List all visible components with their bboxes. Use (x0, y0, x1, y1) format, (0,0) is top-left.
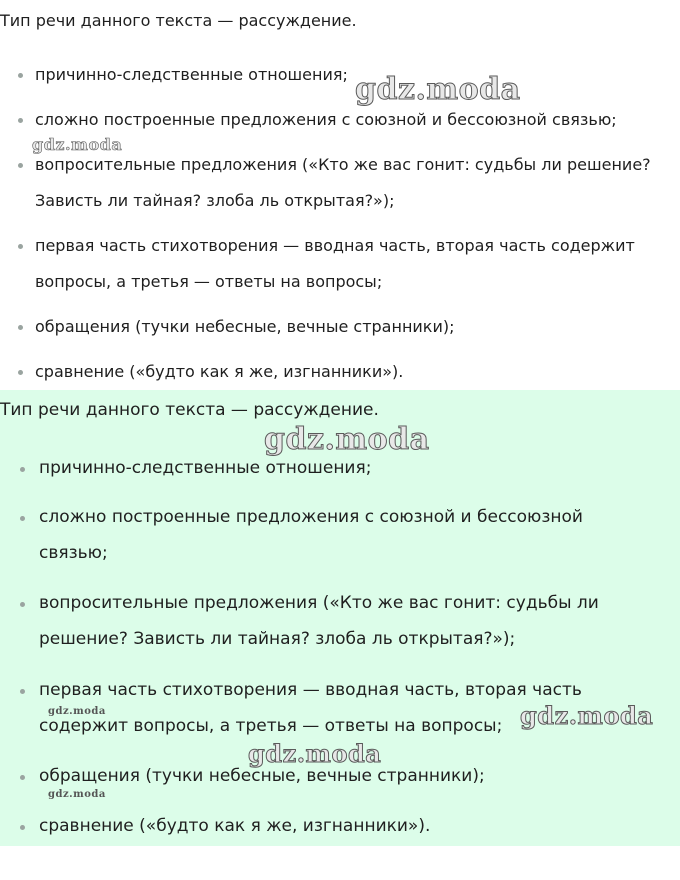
list-item: обращения (тучки небесные, вечные странники); (39, 758, 485, 794)
list-item: сложно построенные предложения с союзной и бессоюзной связью; (39, 499, 583, 571)
list-item: сравнение («будто как я же, изгнанники»). (35, 354, 403, 390)
watermark-logo: gdz.moda (520, 701, 654, 730)
answer-block-plain (0, 0, 680, 390)
list-item: сложно построенные предложения с союзной и бессоюзной связью; (35, 102, 617, 138)
list-item: сравнение («будто как я же, изгнанники»). (39, 808, 430, 844)
watermark-logo: gdz.moda (32, 135, 123, 154)
watermark-logo: gdz.moda (264, 422, 430, 457)
watermark-logo: gdz.moda (48, 789, 106, 800)
list-item: причинно-следственные отношения; (39, 450, 371, 486)
list-item: вопросительные предложения («Кто же вас гонит: судьбы ли решение? Зависть ли тайная? злоба ль открытая?»); (35, 147, 651, 219)
list-item: первая часть стихотворения — вводная часть, вторая часть содержит вопросы, а третья — ответы на вопросы; (39, 672, 582, 744)
watermark-logo: gdz.moda (48, 706, 106, 717)
text-type-heading: Тип речи данного текста — рассуждение. (0, 11, 357, 30)
watermark-logo: gdz.moda (355, 72, 521, 107)
answer-block-highlighted (0, 390, 680, 846)
text-type-heading: Тип речи данного текста — рассуждение. (0, 400, 379, 420)
list-item: причинно-следственные отношения; (35, 57, 348, 93)
list-item: вопросительные предложения («Кто же вас гонит: судьбы ли решение? Зависть ли тайная? злоба ль открытая?»); (39, 585, 599, 657)
list-item: первая часть стихотворения — вводная часть, вторая часть содержит вопросы, а третья — ответы на вопросы; (35, 228, 635, 300)
watermark-logo: gdz.moda (248, 739, 382, 768)
list-item: обращения (тучки небесные, вечные странники); (35, 309, 455, 345)
